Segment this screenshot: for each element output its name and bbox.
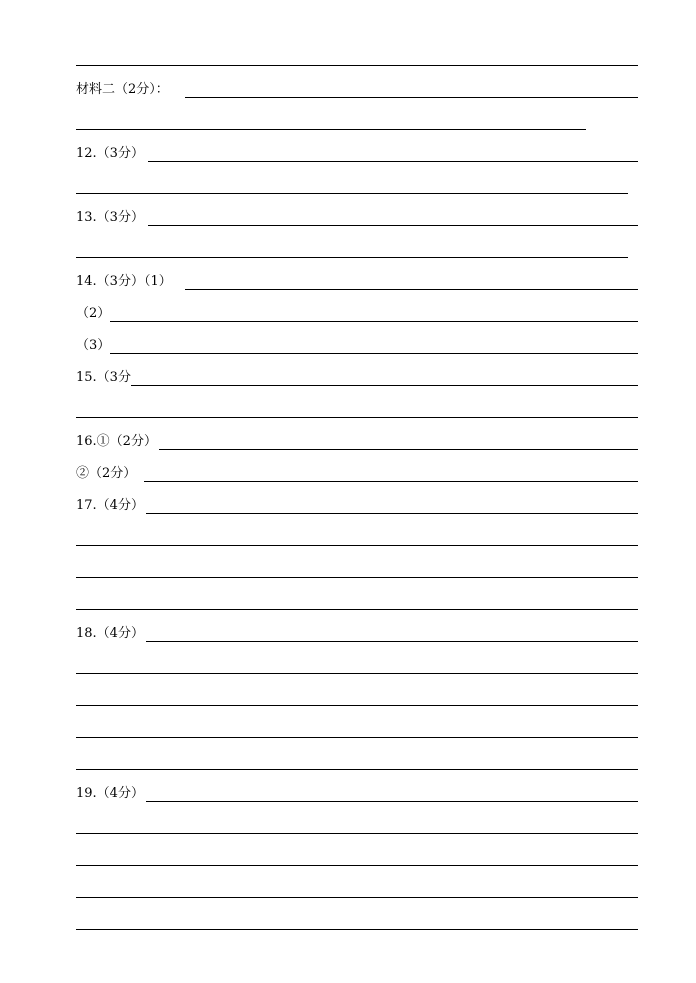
- answer-line: [76, 865, 638, 866]
- answer-line: [76, 737, 638, 738]
- answer-line: [76, 129, 586, 130]
- answer-line: [185, 289, 638, 290]
- question-16-part1-label: 16.①（2分）: [76, 434, 157, 449]
- answer-line: [76, 769, 638, 770]
- answer-line: [185, 97, 638, 98]
- answer-line: [144, 481, 638, 482]
- answer-line: [76, 705, 638, 706]
- answer-line: [76, 929, 638, 930]
- question-15-label: 15.（3分: [76, 370, 131, 385]
- question-19-label: 19.（4分）: [76, 786, 144, 801]
- answer-line: [110, 321, 638, 322]
- question-18-label: 18.（4分）: [76, 626, 144, 641]
- answer-line: [76, 577, 638, 578]
- answer-line: [76, 673, 638, 674]
- material2-label: 材料二（2分）：: [76, 82, 169, 97]
- answer-line: [76, 545, 638, 546]
- answer-line: [146, 801, 638, 802]
- answer-line: [110, 353, 638, 354]
- answer-line: [159, 449, 638, 450]
- answer-line: [76, 193, 628, 194]
- answer-line: [148, 225, 638, 226]
- question-13-label: 13.（3分）: [76, 210, 144, 225]
- question-14-part2-label: （2）: [76, 306, 111, 321]
- answer-line: [76, 609, 638, 610]
- answer-line: [76, 417, 638, 418]
- question-17-label: 17.（4分）: [76, 498, 144, 513]
- answer-line: [146, 641, 638, 642]
- answer-line: [76, 257, 628, 258]
- answer-line: [76, 65, 638, 66]
- answer-line: [148, 161, 638, 162]
- question-14-part3-label: （3）: [76, 338, 111, 353]
- question-16-part2-label: ②（2分）: [76, 466, 137, 481]
- question-12-label: 12.（3分）: [76, 146, 144, 161]
- answer-line: [131, 385, 638, 386]
- answer-line: [76, 897, 638, 898]
- answer-line: [76, 833, 638, 834]
- answer-line: [146, 513, 638, 514]
- question-14-label: 14.（3分）（1）: [76, 274, 172, 289]
